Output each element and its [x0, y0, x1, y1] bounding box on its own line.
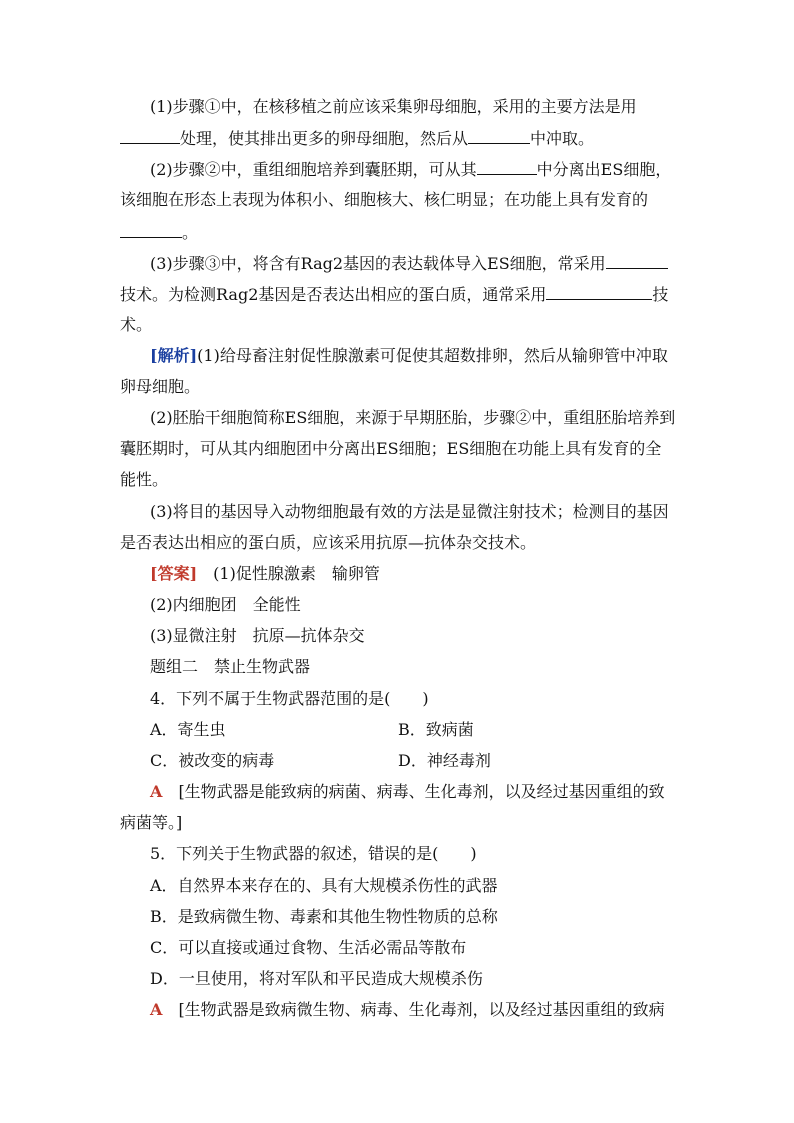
analysis-p2-b: 囊胚期时，可从其内细胞团中分离出ES细胞；ES细胞在功能上具有发育的全 — [120, 439, 662, 458]
analysis-p1: [解析](1)给母畜注射促性腺激素可促使其超数排卵，然后从输卵管中冲取 — [150, 346, 668, 365]
answer-blank — [546, 284, 652, 300]
group2-title: 题组二 禁止生物武器 — [150, 657, 311, 676]
answer-blank — [468, 128, 530, 144]
answer-blank — [606, 253, 668, 269]
analysis-label: [解析] — [150, 346, 198, 365]
q3-line1: (3)步骤③中，将含有Rag2基因的表达载体导入ES细胞，常采用 — [150, 253, 710, 274]
q5-key: A — [150, 1000, 163, 1019]
q5-option-b: B．是致病微生物、毒素和其他生物性物质的总称 — [150, 907, 498, 926]
q4-option-a: A．寄生虫 — [150, 720, 226, 739]
q1-line2: 处理，使其排出更多的卵母细胞，然后从 中冲取。 — [120, 128, 680, 149]
answer-line1: [答案] (1)促性腺激素 输卵管 — [150, 564, 380, 583]
analysis-p1-b: 卵母细胞。 — [120, 377, 201, 396]
q5-option-d: D．一旦使用，将对军队和平民造成大规模杀伤 — [150, 969, 483, 988]
q4-explain-b: 病菌等。] — [120, 813, 183, 832]
answer-blank — [120, 128, 180, 144]
q4-options-cd — [150, 751, 710, 771]
answer-label: [答案] — [150, 564, 198, 583]
q3-line2: 技术。为检测Rag2基因是否表达出相应的蛋白质，通常采用 技 — [120, 285, 669, 304]
q3-line3: 术。 — [120, 315, 153, 334]
q4-option-d: D．神经毒剂 — [398, 751, 491, 770]
analysis-p2: (2)胚胎干细胞简称ES细胞，来源于早期胚胎，步骤②中，重组胚胎培养到 — [150, 408, 676, 427]
analysis-p3: (3)将目的基因导入动物细胞最有效的方法是显微注射技术；检测目的基因 — [150, 502, 669, 521]
q5-option-a: A．自然界本来存在的、具有大规模杀伤性的武器 — [150, 876, 498, 895]
answer-blank — [477, 159, 537, 175]
q4-option-b: B．致病菌 — [398, 720, 474, 739]
q2-line2: 该细胞在形态上表现为体积小、细胞核大、核仁明显；在功能上具有发育的 — [120, 190, 649, 209]
q2-line3: 。 — [120, 222, 680, 243]
q4-option-c: C．被改变的病毒 — [150, 751, 275, 770]
analysis-p2-c: 能性。 — [120, 470, 169, 489]
q4-options-ab — [150, 720, 710, 740]
q4-explain: A [生物武器是能致病的病菌、病毒、生化毒剂，以及经过基因重组的致 — [150, 782, 665, 801]
answer-blank — [120, 222, 182, 238]
q2-line1: (2)步骤②中，重组细胞培养到囊胚期，可从其 中分离出ES细胞， — [150, 160, 672, 179]
q1-line1: (1)步骤①中，在核移植之前应该采集卵母细胞，采用的主要方法是用 — [150, 97, 637, 116]
q4-stem: 4．下列不属于生物武器范围的是( ) — [150, 689, 429, 708]
q5-explain: A [生物武器是致病微生物、病毒、生化毒剂，以及经过基因重组的致病 — [150, 1000, 665, 1019]
q5-option-c: C．可以直接或通过食物、生活必需品等散布 — [150, 938, 467, 957]
answer-line3: (3)显微注射 抗原—抗体杂交 — [150, 626, 365, 645]
q4-key: A — [150, 782, 163, 801]
answer-line2: (2)内细胞团 全能性 — [150, 595, 301, 614]
q5-stem: 5．下列关于生物武器的叙述，错误的是( ) — [150, 844, 477, 863]
analysis-p3-b: 是否表达出相应的蛋白质，应该采用抗原—抗体杂交技术。 — [120, 533, 537, 552]
